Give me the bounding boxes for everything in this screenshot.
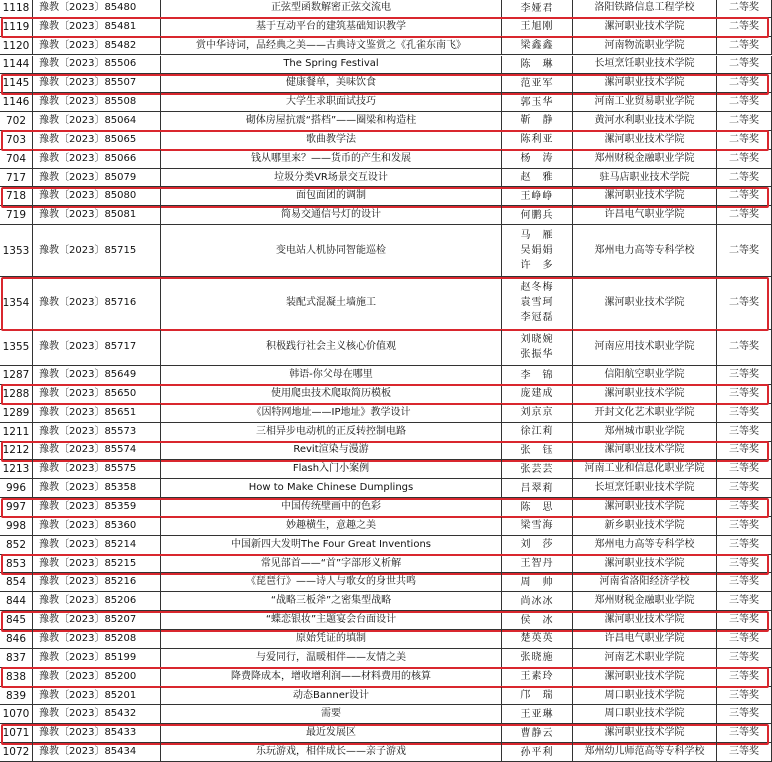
work-title-cell: 使用爬虫技术爬取简历模板: [160, 385, 501, 403]
table-row: [0, 555, 772, 574]
row-number-cell: 853: [5, 557, 27, 570]
work-title-cell: 降费降成本，增收增利润——材料费用的核算: [160, 668, 501, 686]
author-name: 陈 琳: [520, 58, 554, 70]
authors-cell: [501, 423, 572, 441]
authors-cell: [501, 37, 572, 55]
document-number-cell: 豫教〔2023〕85573: [32, 423, 160, 441]
row-number-cell: 854: [5, 576, 27, 589]
author-name: 马 雁: [520, 230, 554, 242]
author-name: 张 钰: [520, 444, 554, 456]
author-name: 徐江莉: [520, 426, 554, 438]
work-title-cell: 原始凭证的填制: [160, 630, 501, 648]
award-cell: 二等奖: [716, 131, 772, 149]
row-number-cell: 1288: [2, 387, 30, 400]
row-number-cell: 719: [5, 209, 27, 222]
row-number-cell: 844: [5, 595, 27, 608]
school-cell: 河南工业和信息化职业学院: [572, 460, 716, 478]
row-number-cell: 846: [5, 632, 27, 645]
table-row: [0, 18, 772, 37]
document-number-cell: 豫教〔2023〕85481: [32, 18, 160, 36]
authors-cell: [501, 74, 572, 92]
document-number-cell: 豫教〔2023〕85715: [32, 225, 160, 276]
document-number-cell: 豫教〔2023〕85432: [32, 705, 160, 723]
school-cell: 河南应用技术职业学院: [572, 330, 716, 366]
row-number-cell: 839: [5, 689, 27, 702]
work-title-cell: Revit渲染与漫游: [160, 442, 501, 460]
table-row: [0, 169, 772, 188]
award-cell: 三等奖: [716, 592, 772, 610]
school-cell: 漯河职业技术学院: [572, 277, 716, 328]
row-number-cell: 998: [5, 519, 27, 532]
author-name: 何鹏兵: [520, 209, 554, 221]
table-row: [0, 112, 772, 131]
document-number-cell: 豫教〔2023〕85358: [32, 479, 160, 497]
document-number-cell: 豫教〔2023〕85065: [32, 131, 160, 149]
row-number-cell: 1145: [2, 77, 30, 90]
document-number-cell: 豫教〔2023〕85207: [32, 611, 160, 629]
row-number-cell: 1118: [2, 2, 30, 15]
award-cell: 三等奖: [716, 423, 772, 441]
work-title-cell: 《琵琶行》——诗人与歌女的身世共鸣: [160, 573, 501, 591]
document-number-cell: 豫教〔2023〕85081: [32, 206, 160, 224]
school-cell: 驻马店职业技术学院: [572, 169, 716, 187]
authors-cell: [501, 649, 572, 667]
row-number-cell: 717: [5, 171, 27, 184]
table-row: [0, 705, 772, 724]
work-title-cell: 三相异步电动机的正反转控制电路: [160, 423, 501, 441]
work-title-cell: 面包面团的调制: [160, 187, 501, 205]
table-row: [0, 330, 772, 367]
school-cell: 漯河职业技术学院: [572, 131, 716, 149]
document-number-cell: 豫教〔2023〕85651: [32, 404, 160, 422]
work-title-cell: 与爱同行，温暖相伴——友情之美: [160, 649, 501, 667]
document-number-cell: 豫教〔2023〕85649: [32, 366, 160, 384]
award-cell: 三等奖: [716, 517, 772, 535]
authors-cell: [501, 573, 572, 591]
authors-cell: [501, 668, 572, 686]
author-name: 王旭刚: [520, 21, 554, 33]
school-cell: 许昌电气职业学院: [572, 206, 716, 224]
table-row: [0, 460, 772, 479]
row-number-cell: 1146: [2, 96, 30, 109]
document-number-cell: 豫教〔2023〕85433: [32, 724, 160, 742]
award-cell: 三等奖: [716, 385, 772, 403]
row-number-cell: 997: [5, 501, 27, 514]
row-number-cell: 837: [5, 651, 27, 664]
award-cell: 三等奖: [716, 724, 772, 742]
author-name: 尚冰冰: [520, 595, 554, 607]
award-cell: 三等奖: [716, 687, 772, 705]
document-number-cell: 豫教〔2023〕85716: [32, 277, 160, 328]
row-number-cell: 1211: [2, 425, 30, 438]
row-number-cell: 1353: [2, 244, 30, 257]
award-cell: 三等奖: [716, 442, 772, 460]
row-number-cell: 1072: [2, 746, 30, 759]
author-name: 张振华: [520, 349, 554, 361]
award-cell: 三等奖: [716, 460, 772, 478]
table-row: [0, 404, 772, 423]
school-cell: 漯河职业技术学院: [572, 442, 716, 460]
table-row: [0, 573, 772, 592]
row-number-cell: 1144: [2, 58, 30, 71]
school-cell: 洛阳铁路信息工程学校: [572, 0, 716, 17]
school-cell: 郑州财税金融职业学院: [572, 150, 716, 168]
authors-cell: [501, 442, 572, 460]
school-cell: 河南工业贸易职业学院: [572, 93, 716, 111]
authors-cell: [501, 479, 572, 497]
school-cell: 郑州幼儿师范高等专科学校: [572, 743, 716, 761]
school-cell: 新乡职业技术学院: [572, 517, 716, 535]
author-name: 袁雪珂: [520, 297, 554, 309]
award-cell: 二等奖: [716, 93, 772, 111]
work-title-cell: 垃圾分类VR场景交互设计: [160, 169, 501, 187]
award-cell: 二等奖: [716, 18, 772, 36]
authors-cell: [501, 687, 572, 705]
document-number-cell: 豫教〔2023〕85359: [32, 498, 160, 516]
document-number-cell: 豫教〔2023〕85200: [32, 668, 160, 686]
document-number-cell: 豫教〔2023〕85507: [32, 74, 160, 92]
table-row: [0, 56, 772, 75]
row-number-cell: 703: [5, 133, 27, 146]
school-cell: 黄河水利职业技术学院: [572, 112, 716, 130]
author-name: 侯 冰: [520, 614, 554, 626]
school-cell: 长垣烹饪职业技术学院: [572, 479, 716, 497]
award-cell: 三等奖: [716, 611, 772, 629]
award-cell: 三等奖: [716, 573, 772, 591]
school-cell: 漯河职业技术学院: [572, 498, 716, 516]
row-number-cell: 1355: [2, 341, 30, 354]
author-name: 赵 雅: [520, 172, 554, 184]
row-number-cell: 1354: [2, 296, 30, 309]
authors-cell: [501, 56, 572, 74]
author-name: 梁鑫鑫: [520, 40, 554, 52]
authors-cell: [501, 131, 572, 149]
school-cell: 郑州城市职业学院: [572, 423, 716, 441]
table-row: [0, 93, 772, 112]
author-name: 杨 涛: [520, 153, 554, 165]
row-number-cell: 1070: [2, 708, 30, 721]
award-cell: 二等奖: [716, 206, 772, 224]
author-name: 陈 思: [520, 501, 554, 513]
work-title-cell: 最近发展区: [160, 724, 501, 742]
table-row: [0, 743, 772, 762]
work-title-cell: The Spring Festival: [160, 56, 501, 74]
document-number-cell: 豫教〔2023〕85506: [32, 56, 160, 74]
table-row: [0, 517, 772, 536]
school-cell: 信阳航空职业学院: [572, 366, 716, 384]
work-title-cell: 动态Banner设计: [160, 687, 501, 705]
award-cell: 三等奖: [716, 743, 772, 761]
author-name: 庞建成: [520, 388, 554, 400]
award-cell: 二等奖: [716, 150, 772, 168]
award-cell: 三等奖: [716, 630, 772, 648]
work-title-cell: 装配式混凝土墙施工: [160, 277, 501, 328]
school-cell: 河南艺术职业学院: [572, 649, 716, 667]
authors-cell: [501, 536, 572, 554]
work-title-cell: 变电站人机协同智能巡检: [160, 225, 501, 276]
author-name: 吴娟娟: [520, 245, 554, 257]
author-name: 许 多: [520, 260, 554, 272]
authors-cell: [501, 724, 572, 742]
author-name: 王素玲: [520, 671, 554, 683]
authors-cell: [501, 206, 572, 224]
row-number-cell: 845: [5, 614, 27, 627]
document-number-cell: 豫教〔2023〕85508: [32, 93, 160, 111]
document-number-cell: 豫教〔2023〕85208: [32, 630, 160, 648]
author-name: 赵冬梅: [520, 282, 554, 294]
school-cell: 周口职业技术学院: [572, 687, 716, 705]
row-number-cell: 704: [5, 152, 27, 165]
award-cell: 二等奖: [716, 187, 772, 205]
work-title-cell: 妙趣横生，意趣之美: [160, 517, 501, 535]
authors-cell: [501, 169, 572, 187]
award-cell: 二等奖: [716, 37, 772, 55]
table-row: [0, 649, 772, 668]
table-row: [0, 0, 772, 18]
authors-cell: [501, 705, 572, 723]
table-row: [0, 630, 772, 649]
table-row: [0, 385, 772, 404]
work-title-cell: 《因特网地址——IP地址》教学设计: [160, 404, 501, 422]
school-cell: 河南省洛阳经济学校: [572, 573, 716, 591]
work-title-cell: 中国新四大发明The Four Great Inventions: [160, 536, 501, 554]
work-title-cell: How to Make Chinese Dumplings: [160, 479, 501, 497]
work-title-cell: 乐玩游戏，相伴成长——亲子游戏: [160, 743, 501, 761]
authors-cell: [501, 385, 572, 403]
document-number-cell: 豫教〔2023〕85199: [32, 649, 160, 667]
row-number-cell: 1119: [2, 20, 30, 33]
author-name: 楚英英: [520, 633, 554, 645]
document-number-cell: 豫教〔2023〕85216: [32, 573, 160, 591]
school-cell: 许昌电气职业学院: [572, 630, 716, 648]
author-name: 刘 莎: [520, 539, 554, 551]
school-cell: 郑州电力高等专科学校: [572, 225, 716, 276]
table-row: [0, 366, 772, 385]
school-cell: 漯河职业技术学院: [572, 611, 716, 629]
award-cell: 三等奖: [716, 366, 772, 384]
document-number-cell: 豫教〔2023〕85079: [32, 169, 160, 187]
author-name: 孙平利: [520, 746, 554, 758]
authors-cell: [501, 18, 572, 36]
authors-cell: [501, 404, 572, 422]
document-number-cell: 豫教〔2023〕85201: [32, 687, 160, 705]
school-cell: 漯河职业技术学院: [572, 668, 716, 686]
document-number-cell: 豫教〔2023〕85434: [32, 743, 160, 761]
row-number-cell: 838: [5, 670, 27, 683]
document-number-cell: 豫教〔2023〕85080: [32, 187, 160, 205]
author-name: 李娅君: [520, 2, 554, 14]
table-row: [0, 498, 772, 517]
authors-cell: [501, 277, 572, 328]
award-cell: 三等奖: [716, 555, 772, 573]
author-name: 张芸芸: [520, 463, 554, 475]
author-name: 李冠磊: [520, 312, 554, 324]
award-cell: 三等奖: [716, 705, 772, 723]
document-number-cell: 豫教〔2023〕85650: [32, 385, 160, 403]
authors-cell: [501, 611, 572, 629]
table-row: [0, 724, 772, 743]
table-row: [0, 442, 772, 461]
authors-cell: [501, 330, 572, 366]
table-row: [0, 592, 772, 611]
document-number-cell: 豫教〔2023〕85206: [32, 592, 160, 610]
work-title-cell: 中国传统壁画中的色彩: [160, 498, 501, 516]
author-name: 陈利亚: [520, 134, 554, 146]
author-name: 郭玉华: [520, 96, 554, 108]
document-number-cell: 豫教〔2023〕85064: [32, 112, 160, 130]
work-title-cell: 韩语-你父母在哪里: [160, 366, 501, 384]
authors-cell: [501, 93, 572, 111]
author-name: 王峥峥: [520, 190, 554, 202]
table-row: [0, 687, 772, 706]
authors-cell: [501, 517, 572, 535]
row-number-cell: 852: [5, 538, 27, 551]
work-title-cell: 需要: [160, 705, 501, 723]
author-name: 周 帅: [520, 576, 554, 588]
award-cell: 三等奖: [716, 668, 772, 686]
row-number-cell: 718: [5, 190, 27, 203]
work-title-cell: 常见部首——“首”字部形义析解: [160, 555, 501, 573]
work-title-cell: 健康餐单，美味饮食: [160, 74, 501, 92]
table-row: [0, 668, 772, 687]
row-number-cell: 1071: [2, 727, 30, 740]
work-title-cell: 钱从哪里来？——货币的产生和发展: [160, 150, 501, 168]
author-name: 邝 瑞: [520, 690, 554, 702]
school-cell: 河南物流职业学院: [572, 37, 716, 55]
row-number-cell: 1287: [2, 369, 30, 382]
award-cell: 二等奖: [716, 330, 772, 366]
school-cell: 郑州电力高等专科学校: [572, 536, 716, 554]
document-number-cell: 豫教〔2023〕85574: [32, 442, 160, 460]
table-row: [0, 131, 772, 150]
author-name: 刘京京: [520, 407, 554, 419]
table-row: [0, 225, 772, 277]
work-title-cell: 砌体房屋抗震“搭档”——圈梁和构造柱: [160, 112, 501, 130]
award-cell: 三等奖: [716, 649, 772, 667]
school-cell: 漯河职业技术学院: [572, 385, 716, 403]
work-title-cell: “战略三板斧”之密集型战略: [160, 592, 501, 610]
document-number-cell: 豫教〔2023〕85360: [32, 517, 160, 535]
school-cell: 漯河职业技术学院: [572, 187, 716, 205]
author-name: 张晓施: [520, 652, 554, 664]
author-name: 靳 静: [520, 115, 554, 127]
award-cell: 二等奖: [716, 225, 772, 276]
authors-cell: [501, 498, 572, 516]
table-row: [0, 150, 772, 169]
authors-cell: [501, 743, 572, 761]
author-name: 曹静云: [520, 727, 554, 739]
author-name: 刘晓婉: [520, 334, 554, 346]
row-number-cell: 1289: [2, 406, 30, 419]
work-title-cell: 赏中华诗词，品经典之美——古典诗文鉴赏之《孔雀东南飞》: [160, 37, 501, 55]
school-cell: 漯河职业技术学院: [572, 74, 716, 92]
table-row: [0, 37, 772, 56]
authors-cell: [501, 460, 572, 478]
school-cell: 漯河职业技术学院: [572, 724, 716, 742]
work-title-cell: 正弦型函数解密正弦交流电: [160, 0, 501, 17]
table-row: [0, 423, 772, 442]
school-cell: 郑州财税金融职业学院: [572, 592, 716, 610]
row-number-cell: 702: [5, 114, 27, 127]
authors-cell: [501, 555, 572, 573]
award-cell: 三等奖: [716, 498, 772, 516]
school-cell: 开封文化艺术职业学院: [572, 404, 716, 422]
award-cell: 三等奖: [716, 404, 772, 422]
school-cell: 漯河职业技术学院: [572, 18, 716, 36]
document-number-cell: 豫教〔2023〕85066: [32, 150, 160, 168]
author-name: 王智丹: [520, 558, 554, 570]
authors-cell: [501, 112, 572, 130]
table-row: [0, 479, 772, 498]
authors-cell: [501, 187, 572, 205]
authors-cell: [501, 592, 572, 610]
author-name: 范亚军: [520, 77, 554, 89]
work-title-cell: “蝶恋银妆”主题宴会台面设计: [160, 611, 501, 629]
row-number-cell: 1212: [2, 444, 30, 457]
document-number-cell: 豫教〔2023〕85482: [32, 37, 160, 55]
authors-cell: [501, 630, 572, 648]
table-row: [0, 611, 772, 630]
document-number-cell: 豫教〔2023〕85215: [32, 555, 160, 573]
award-cell: 二等奖: [716, 277, 772, 328]
row-number-cell: 1213: [2, 463, 30, 476]
award-cell: 二等奖: [716, 169, 772, 187]
row-number-cell: 1120: [2, 39, 30, 52]
document-number-cell: 豫教〔2023〕85717: [32, 330, 160, 366]
work-title-cell: 积极践行社会主义核心价值观: [160, 330, 501, 366]
award-cell: 二等奖: [716, 74, 772, 92]
award-cell: 三等奖: [716, 536, 772, 554]
work-title-cell: 歌曲教学法: [160, 131, 501, 149]
work-title-cell: 大学生求职面试技巧: [160, 93, 501, 111]
award-cell: 二等奖: [716, 112, 772, 130]
table-row: [0, 536, 772, 555]
document-number-cell: 豫教〔2023〕85480: [32, 0, 160, 17]
table-row: [0, 187, 772, 206]
author-name: 吕翠莉: [520, 482, 554, 494]
row-number-cell: 996: [5, 482, 27, 495]
authors-cell: [501, 0, 572, 17]
authors-cell: [501, 366, 572, 384]
author-name: 梁雪海: [520, 520, 554, 532]
school-cell: 漯河职业技术学院: [572, 555, 716, 573]
school-cell: 长垣烹饪职业技术学院: [572, 56, 716, 74]
authors-cell: [501, 150, 572, 168]
award-cell: 二等奖: [716, 0, 772, 17]
work-title-cell: Flash入门小案例: [160, 460, 501, 478]
document-number-cell: 豫教〔2023〕85214: [32, 536, 160, 554]
table-row: [0, 74, 772, 93]
author-name: 王亚琳: [520, 708, 554, 720]
author-name: 李 锦: [520, 369, 554, 381]
work-title-cell: 基于互动平台的建筑基础知识教学: [160, 18, 501, 36]
document-number-cell: 豫教〔2023〕85575: [32, 460, 160, 478]
award-cell: 三等奖: [716, 479, 772, 497]
award-cell: 二等奖: [716, 56, 772, 74]
table-row: [0, 277, 772, 329]
table-row: [0, 206, 772, 225]
work-title-cell: 简易交通信号灯的设计: [160, 206, 501, 224]
school-cell: 周口职业技术学院: [572, 705, 716, 723]
authors-cell: [501, 225, 572, 276]
